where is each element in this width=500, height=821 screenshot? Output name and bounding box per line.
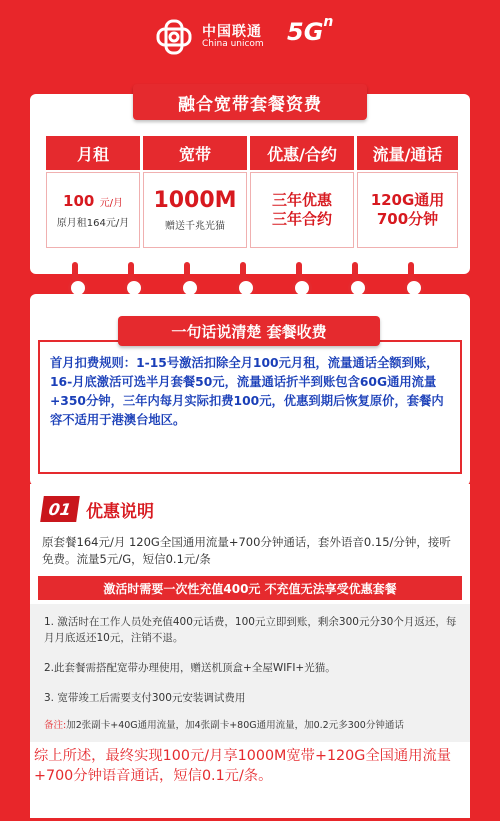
broadband-cell xyxy=(143,172,247,248)
column-header-contract: 优惠/合约 xyxy=(250,136,354,170)
broadband-gift: 赠送千兆光猫 xyxy=(165,221,225,232)
plan-title: 融合宽带套餐资费 xyxy=(133,84,367,120)
data-amount: 120G通用 xyxy=(370,190,445,209)
contract-line-2: 三年合约 xyxy=(271,210,332,228)
column-header-rent: 月租 xyxy=(46,136,140,170)
note-broadband: 2.此套餐需搭配宽带办理使用，赠送机顶盒+全屋WIFI+光猫。 xyxy=(44,662,336,674)
note-install-fee: 3. 宽带竣工后需要支付300元安装调试费用 xyxy=(44,692,246,704)
rent-unit: 元/月 xyxy=(99,197,123,209)
binder-ring xyxy=(184,262,190,292)
china-unicom-logo xyxy=(152,17,264,57)
broadband-speed: 1000M xyxy=(153,188,237,213)
binder-ring xyxy=(352,262,358,292)
binder-ring xyxy=(296,262,302,292)
billing-rules-text: 首月扣费规则：1-15号激活扣除全月100元月租，流量通话全额到账，16-月底激活可选半月套餐50元，流量通话折半到账包含60G通用流量+350分钟，三年内每月实际扣费100元，优惠到期后恢复原价，套餐内容不适用于港澳台地区。 xyxy=(50,356,444,427)
column-header-broadband: 宽带 xyxy=(143,136,247,170)
notes-panel xyxy=(30,604,470,742)
brand-name-cn: 中国联通 xyxy=(202,23,262,40)
recharge-banner: 激活时需要一次性充值400元 不充值无法享受优惠套餐 xyxy=(38,576,462,600)
data-calls-cell xyxy=(357,172,458,248)
summary-text: 综上所述，最终实现100元/月享1000M宽带+120G全国通用流量+700分钟语音通话，短信0.1元/条。 xyxy=(34,748,452,784)
binder-ring xyxy=(128,262,134,292)
section-title: 优惠说明 xyxy=(86,502,154,522)
remark-text: 加2张副卡+40G通用流量，加4张副卡+80G通用流量，加0.2元多300分钟通话 xyxy=(66,720,404,731)
unicom-knot-icon xyxy=(152,17,196,57)
remark xyxy=(44,718,460,734)
column-header-data-calls: 流量/通话 xyxy=(357,136,458,170)
section-number: 01 xyxy=(40,496,80,522)
brand-name-en: China unicom xyxy=(202,38,264,49)
rent-value: 100 xyxy=(63,191,95,210)
binder-ring xyxy=(72,262,78,292)
note-recharge: 1. 激活时在工作人员处充值400元话费，100元立即到账，剩余300元分30个月返还，每月月底返还10元，注销不退。 xyxy=(44,616,457,644)
contract-cell xyxy=(250,172,354,248)
original-rent: 原月租164元/月 xyxy=(56,217,130,229)
rules-box xyxy=(38,340,462,474)
binder-ring xyxy=(240,262,246,292)
network-5g-badge: $5G^n$ xyxy=(287,14,334,46)
rules-title: 一句话说清楚 套餐收费 xyxy=(118,316,380,346)
binder-ring xyxy=(408,262,414,292)
remark-label: 备注: xyxy=(44,720,67,731)
original-plan-desc: 原套餐164元/月 120G全国通用流量+700分钟通话，套外语音0.15/分钟，接听免费。流量5元/G，短信0.1元/条 xyxy=(42,535,451,566)
call-minutes: 700分钟 xyxy=(376,210,439,228)
plan-table xyxy=(46,136,458,248)
rent-cell xyxy=(46,172,140,248)
contract-line-1: 三年优惠 xyxy=(271,190,332,209)
